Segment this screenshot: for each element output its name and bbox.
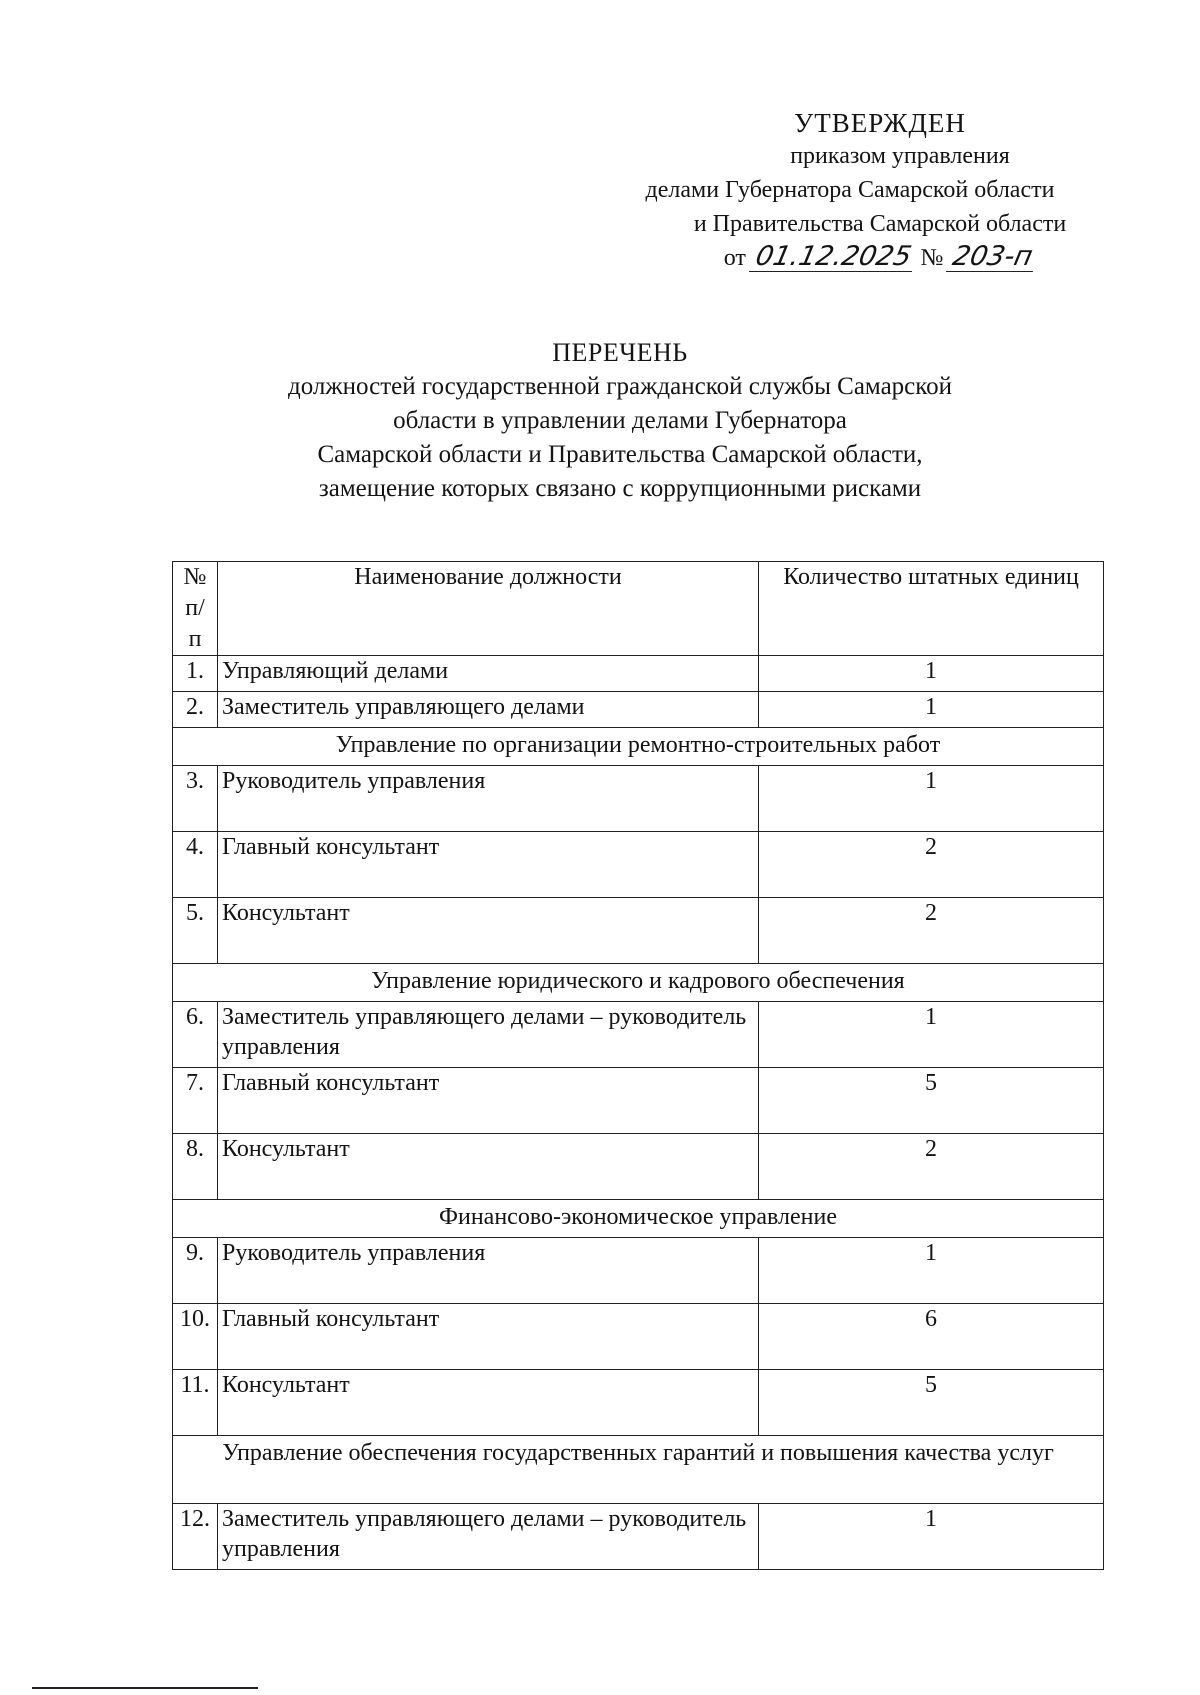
row-name: Главный консультант — [218, 1068, 759, 1134]
table-row — [173, 692, 1104, 728]
section-title: Управление юридического и кадрового обеспечения — [173, 964, 1104, 1002]
table-row — [173, 1002, 1104, 1068]
footnote-separator — [32, 1687, 258, 1689]
table-row — [173, 656, 1104, 692]
row-qty: 5 — [759, 1068, 1104, 1134]
row-name: Руководитель управления — [218, 766, 759, 832]
heading-line-4: замещение которых связано с коррупционными рисками — [318, 475, 922, 502]
row-qty: 2 — [759, 832, 1104, 898]
row-num: 6. — [173, 1002, 218, 1068]
row-qty: 1 — [759, 766, 1104, 832]
table-row — [173, 1370, 1104, 1436]
row-num: 7. — [173, 1068, 218, 1134]
table-row — [173, 1238, 1104, 1304]
table-row — [173, 832, 1104, 898]
row-num: 8. — [173, 1134, 218, 1200]
section-row — [173, 964, 1104, 1002]
row-num: 2. — [173, 692, 218, 728]
row-name: Руководитель управления — [218, 1238, 759, 1304]
row-qty: 1 — [759, 656, 1104, 692]
approval-block — [580, 108, 1100, 275]
section-title: Управление обеспечения государственных гарантий и повышения качества услуг — [173, 1436, 1104, 1504]
row-qty: 1 — [759, 1238, 1104, 1304]
table-row — [173, 1504, 1104, 1570]
row-num: 10. — [173, 1304, 218, 1370]
approval-line-1: приказом управления — [790, 143, 1010, 169]
handwritten-date: 01.12.2025 — [749, 243, 918, 272]
approval-line-2: делами Губернатора Самарской области — [645, 177, 1055, 203]
row-qty: 2 — [759, 898, 1104, 964]
row-qty: 1 — [759, 1002, 1104, 1068]
row-name: Консультант — [218, 898, 759, 964]
row-name: Консультант — [218, 1370, 759, 1436]
table-row — [173, 766, 1104, 832]
approval-title: УТВЕРЖДЕН — [794, 108, 966, 138]
table-row — [173, 898, 1104, 964]
number-prefix: № — [920, 245, 944, 271]
table-row — [173, 1134, 1104, 1200]
approval-date-line — [620, 241, 1140, 275]
row-num: 9. — [173, 1238, 218, 1304]
header-num: № п/п — [173, 562, 218, 656]
section-row — [173, 1436, 1104, 1504]
heading-line-1: должностей государственной гражданской службы Самарской — [287, 373, 953, 400]
row-num: 5. — [173, 898, 218, 964]
positions-table — [172, 561, 1104, 1570]
row-qty: 1 — [759, 692, 1104, 728]
row-num: 3. — [173, 766, 218, 832]
row-num: 12. — [173, 1504, 218, 1570]
row-num: 4. — [173, 832, 218, 898]
table-header-row — [173, 562, 1104, 656]
handwritten-number: 203-п — [946, 243, 1039, 272]
row-name: Заместитель управляющего делами – руководитель управления — [218, 1002, 759, 1068]
row-qty: 5 — [759, 1370, 1104, 1436]
approval-line-3: и Правительства Самарской области — [693, 211, 1067, 237]
date-prefix: от — [723, 245, 746, 271]
document-title: ПЕРЕЧЕНЬ — [552, 338, 688, 367]
row-name: Главный консультант — [218, 832, 759, 898]
table-row — [173, 1304, 1104, 1370]
header-name: Наименование должности — [218, 562, 759, 656]
section-title: Управление по организации ремонтно-строительных работ — [173, 728, 1104, 766]
row-name: Управляющий делами — [218, 656, 759, 692]
row-qty: 2 — [759, 1134, 1104, 1200]
row-qty: 1 — [759, 1504, 1104, 1570]
row-name: Главный консультант — [218, 1304, 759, 1370]
section-title: Финансово-экономическое управление — [173, 1200, 1104, 1238]
header-qty: Количество штатных единиц — [759, 562, 1104, 656]
section-row — [173, 728, 1104, 766]
heading-line-2: области в управлении делами Губернатора — [393, 407, 847, 434]
section-row — [173, 1200, 1104, 1238]
document-heading — [220, 338, 1020, 506]
row-qty: 6 — [759, 1304, 1104, 1370]
row-num: 11. — [173, 1370, 218, 1436]
table-row — [173, 1068, 1104, 1134]
row-name: Заместитель управляющего делами – руководитель управления — [218, 1504, 759, 1570]
row-name: Заместитель управляющего делами — [218, 692, 759, 728]
row-num: 1. — [173, 656, 218, 692]
row-name: Консультант — [218, 1134, 759, 1200]
heading-line-3: Самарской области и Правительства Самарской области, — [317, 441, 923, 468]
